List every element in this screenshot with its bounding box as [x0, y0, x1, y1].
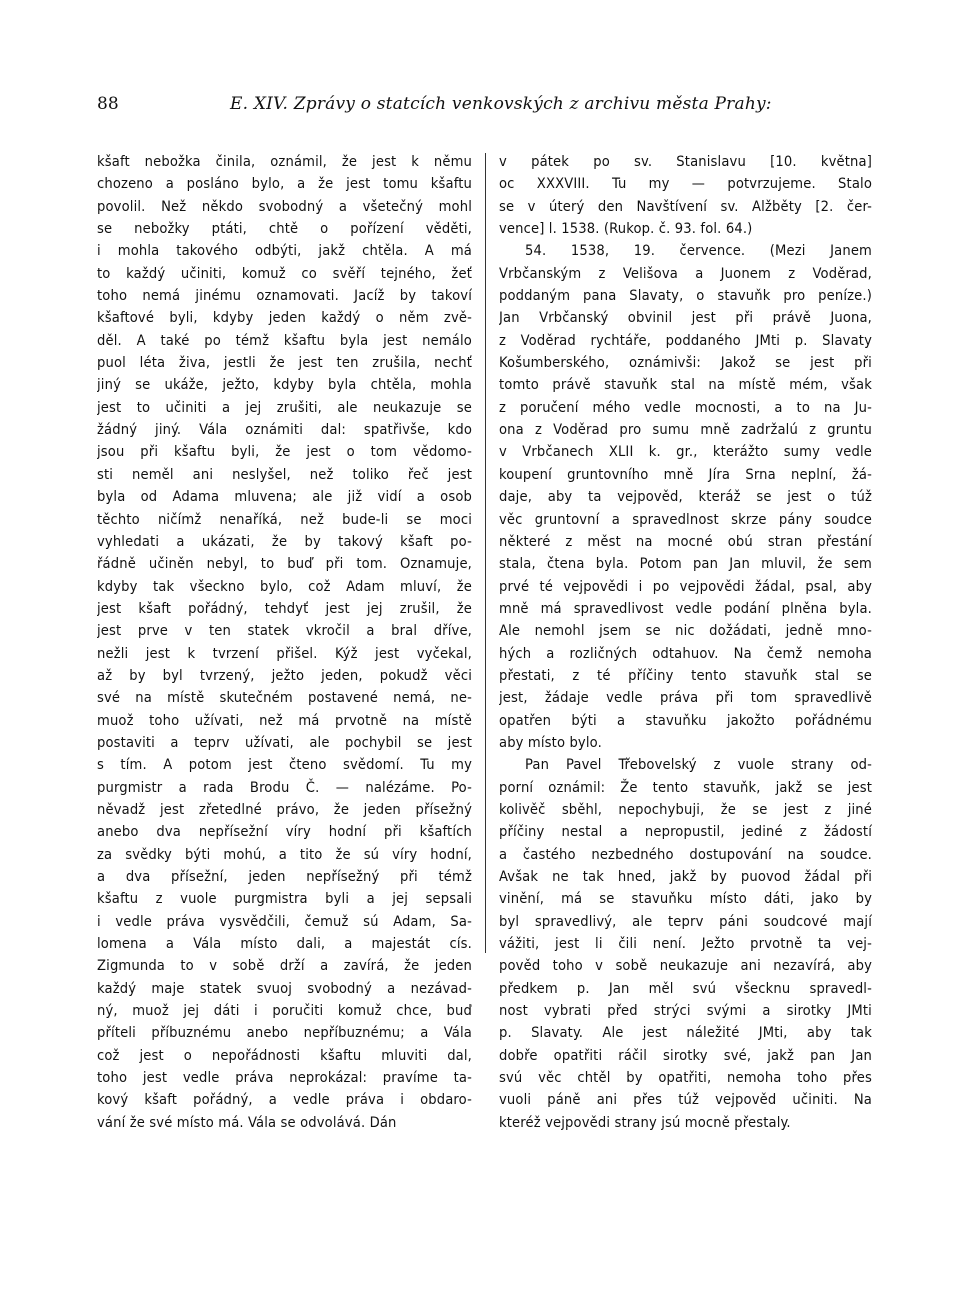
text-line: jiný se ukáže, ježto, kdyby byla chtěla, mohla — [97, 376, 472, 394]
column-divider — [485, 153, 486, 953]
text-line: v pátek po sv. Stanislavu [10. května] — [499, 153, 872, 170]
text-line: předkem p. Jan měl svú všecknu spravedl- — [499, 979, 872, 997]
text-line: vuoli páně ani přes túž vejpověd učiniti. Na — [499, 1091, 872, 1109]
text-line: Avšak ne tak hned, jakž by puovod žádal při — [499, 868, 872, 885]
text-line: dobře opatřiti ráčil sirotky své, jakž pan Jan — [499, 1046, 872, 1064]
text-line: děl. A také po témž kšaftu byla jest nemálo — [97, 331, 472, 349]
text-line: aby místo bylo. — [499, 733, 602, 751]
text-line: žádný jiný. Vála oznámiti dal: spatřivše, kdo — [97, 421, 472, 439]
text-line: porní oznámil: Že tento stavuňk, jakž se jest — [499, 778, 872, 796]
text-line: toho nemá jinému oznamovati. Jacíž by takoví — [97, 287, 472, 305]
text-line: jest kšaft pořádný, tehdyť jest jej zrušil, že — [97, 599, 472, 617]
text-line: vence] l. 1538. (Rukop. č. 93. fol. 64.) — [499, 220, 753, 238]
text-line: něvadž jest zřetedlné právo, že jeden přísežný — [97, 800, 472, 818]
text-line: poddaným pana Slavaty, o stavuňk pro peníze.) — [499, 287, 872, 305]
text-line: ona z Voděrad pro sumu mně zadržalú z gruntu — [499, 421, 872, 439]
text-line: Pan Pavel Třebovelský z vuole strany od- — [525, 756, 872, 774]
text-line: puol léta živa, jestli že jest ten zrušila, nechť — [97, 354, 472, 372]
text-line: vyhledati a ukázati, že by takový kšaft po- — [97, 532, 472, 550]
text-line: sti neměl ani neslyšel, než toliko řeč jest — [97, 465, 472, 483]
text-line: p. Slavaty. Ale jest náležité JMti, aby tak — [499, 1024, 872, 1042]
text-line: povolil. Než někdo svobodný a všetečný mohl — [97, 197, 472, 215]
text-line: s tím. A potom jest čteno svědomí. Tu my — [97, 756, 472, 774]
page-number: 88 — [97, 94, 119, 114]
text-line: purgmistr a rada Brodu Č. — nalézáme. Po- — [97, 778, 472, 796]
text-line: byla od Adama mluvena; ale již vidí a osob — [97, 488, 472, 506]
text-line: řádně učiněn nebyl, to buď při tom. Oznamuje, — [97, 555, 472, 573]
text-line: Ale nemohl jsem se nic dožádati, jedně mno- — [499, 622, 872, 640]
text-line: každý maje statek svuoj svobodný a nezávad- — [97, 979, 472, 997]
text-line: svú věc chtěl by opatřiti, nemoha toho přes — [499, 1069, 872, 1087]
text-line: příčiny nestal a nepropustil, jediné z žádostí — [499, 823, 872, 841]
text-line: postaviti a teprv užívati, ale pochybil se jest — [97, 733, 472, 751]
text-line: kový kšaft pořádný, a vedle práva i obdaro- — [97, 1091, 472, 1109]
text-line: těchto ničímž nenaříká, než bude-li se moci — [97, 510, 472, 528]
text-line: Jan Vrbčanský obvinil jest při právě Juona, — [499, 309, 872, 327]
text-line: vážiti, jest li čili není. Ježto prvotně ta vej- — [499, 935, 872, 953]
text-line: Vrbčanským z Velišova a Juonem z Voděrad, — [499, 264, 872, 282]
text-line: anebo dva nepřísežní víry hodní při kšaftích — [97, 823, 472, 841]
page-header — [97, 94, 867, 124]
text-line: koupení gruntovního mně Jíra Srna neplní, žá- — [499, 465, 872, 483]
text-line: věc gruntovní a spravedlnost skrze pány soudce — [499, 510, 872, 528]
text-line: kolivěč sběhl, nepochybuji, že se jest z jiné — [499, 800, 872, 818]
text-line: nežli jest k tvrzení přišel. Kýž jest vyčekal, — [97, 644, 472, 662]
text-line: pověd toho v sobě neukazuje ani nezavírá, aby — [499, 957, 872, 975]
text-line: byl spravedlivý, ale teprv páni soudcové mají — [499, 912, 872, 930]
text-line: kteréž vejpovědi strany jsú mocně přestaly. — [499, 1113, 791, 1131]
running-title: E. XIV. Zprávy o statcích venkovských z archivu města Prahy: — [230, 94, 772, 114]
text-line: a dva přísežní, jeden nepřísežný při témž — [97, 868, 472, 885]
text-line: vinění, má se stavuňku místo dáti, jako by — [499, 890, 872, 908]
right-column — [499, 151, 872, 1134]
text-line: 54. 1538, 19. července. (Mezi Janem — [525, 242, 872, 260]
text-line: jsou při kšaftu byli, že jest o tom vědomo- — [97, 443, 472, 461]
text-line: své na místě skutečném postavené nemá, ne- — [97, 689, 472, 707]
text-line: z Voděrad rychtáře, poddaného JMti p. Slavaty — [499, 331, 872, 349]
text-line: tomto právě stavuňk stal na místě mém, však — [499, 376, 872, 394]
text-line: prvé té vejpovědi i po vejpovědi žádal, psal, aby — [499, 577, 872, 595]
text-line: chozeno a posláno bylo, a že jest tomu kšaftu — [97, 175, 472, 193]
text-line: což jest o nepořádnosti kšaftu mluviti dal, — [97, 1046, 472, 1064]
text-line: v Vrbčanech XLII k. gr., kterážto sumy vedle — [499, 443, 872, 461]
text-line: jest to učiniti a jej zrušiti, ale neukazuje se — [97, 398, 472, 416]
text-line: přestati, z té příčiny tento stavuňk stal se — [499, 666, 872, 684]
text-line: Zigmunda to v sobě drží a zavírá, že jeden — [97, 957, 472, 975]
text-line: mně má spravedlivost vedle podání plněna byla. — [499, 599, 872, 617]
text-line: i vedle práva vysvědčili, čemuž sú Adam, Sa- — [97, 912, 472, 930]
text-line: až by byl tvrzený, ježto jeden, pokudž věci — [97, 666, 472, 684]
text-line: z poručení mého vedle mocnosti, a to na Ju- — [499, 398, 872, 416]
text-line: oc XXXVIII. Tu my — potvrzujeme. Stalo — [499, 175, 872, 193]
text-line: za svědky býti mohú, a tito že sú víry hodní, — [97, 845, 472, 863]
text-line: kšaftové byli, kdyby jeden každý o něm zvě- — [97, 309, 472, 327]
text-line: jest, žádaje vedle práva při tom spravedlivě — [499, 689, 872, 707]
text-line: jest prve v ten statek vkročil a bral dříve, — [97, 622, 472, 640]
text-line: nost vybrati před strýci svými a sirotky JMti — [499, 1002, 872, 1020]
text-line: stala, čtena byla. Potom pan Jan mluvil, že sem — [499, 555, 872, 573]
text-line: opatřen býti a stavuňku jakožto pořádnému — [499, 711, 872, 729]
text-line: ný, muož jej dáti i poručiti komuž chce, buď — [97, 1002, 472, 1020]
text-line: to každý učiniti, komuž co svěří tejného, žeť — [97, 264, 472, 282]
left-column — [97, 151, 472, 1134]
text-line: toho jest vedle práva neprokázal: pravíme ta- — [97, 1069, 472, 1087]
text-line: kdyby tak všeckno bylo, což Adam mluví, že — [97, 577, 472, 595]
text-line: se v úterý den Navštívení sv. Alžběty [2. čer- — [499, 197, 872, 215]
text-line: i mohla takového odbýti, jakž chtěla. A má — [97, 242, 472, 260]
text-line: lomena a Vála místo dali, a majestát cís. — [97, 935, 472, 953]
text-line: a častého nezbedného dostupování na soudce. — [499, 845, 872, 863]
text-line: Košumberského, oznámivši: Jakož se jest při — [499, 354, 872, 372]
text-line: muož toho užívati, než má prvotně na místě — [97, 711, 472, 729]
text-line: některé z měst na mocné obú stran přestání — [499, 532, 872, 550]
text-line: hých a rozličných odtahuov. Na čemž nemoha — [499, 644, 872, 662]
text-line: vání že své místo má. Vála se odvolává. Dán — [97, 1113, 397, 1131]
text-line: příteli příbuznému anebo nepříbuznému; a Vála — [97, 1024, 472, 1042]
text-line: se nebožky ptáti, chtě o pořízení věděti, — [97, 220, 472, 238]
text-line: daje, aby ta vejpověd, kteráž se jest o túž — [499, 488, 872, 506]
text-line: kšaft nebožka činila, oznámil, že jest k němu — [97, 153, 472, 170]
text-line: kšaftu z vuole purgmistra byli a jej sepsali — [97, 890, 472, 908]
